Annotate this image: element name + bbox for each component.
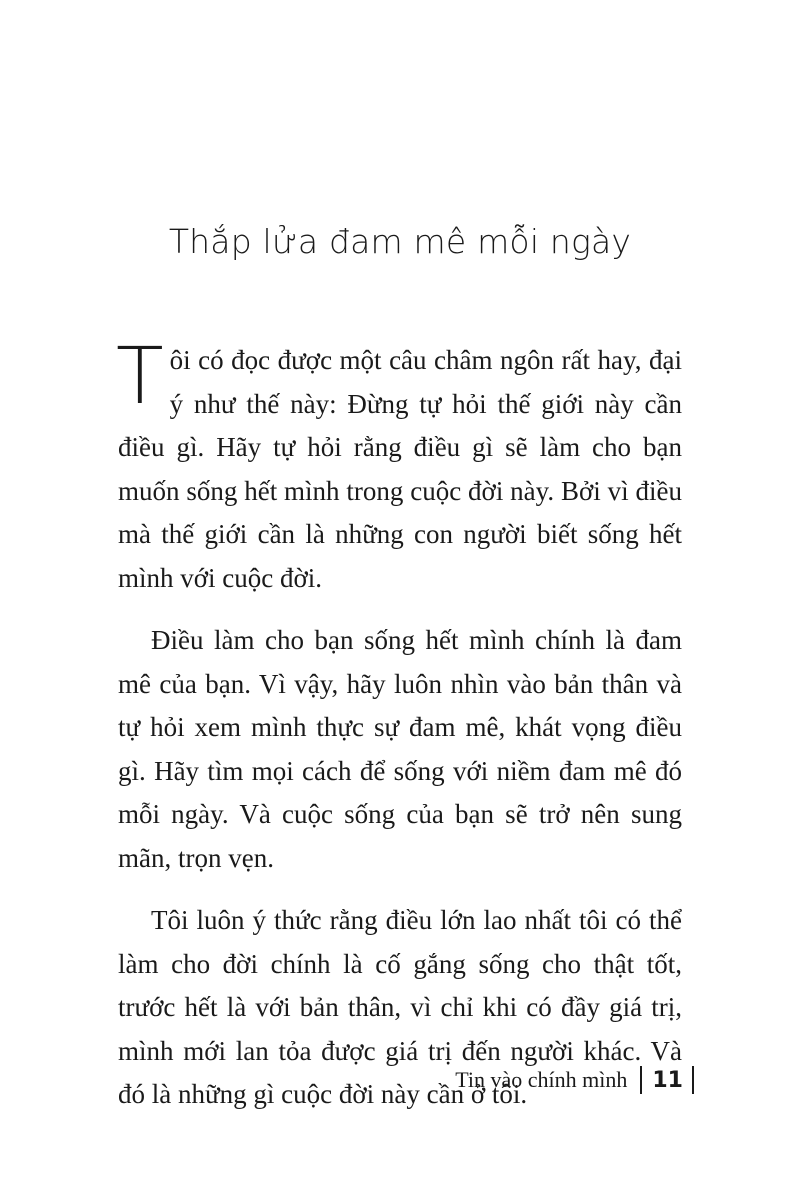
page-number: 11 xyxy=(652,1067,683,1093)
book-title: Tin vào chính mình xyxy=(455,1067,628,1092)
paragraph-1-text: ôi có đọc được một câu châm ngôn rất hay, đại ý như thế này: Đừng tự hỏi thế giới này cần điều gì. Hãy tự hỏi rằng điều gì sẽ làm cho bạn muốn sống hết mình trong cuộc đời này. Bởi vì điều mà thế giới cần là những con người biết sống hết mình với cuộc đời. xyxy=(118,345,682,593)
paragraph-3: Tôi luôn ý thức rằng điều lớn lao nhất tôi có thể làm cho đời chính là cố gắng sống cho thật tốt, trước hết là với bản thân, vì chỉ khi có đầy giá trị, mình mới lan tỏa được giá trị đến người khác. Và đó là những gì cuộc đời này cần ở tôi. xyxy=(118,905,682,1109)
separator-bar xyxy=(640,1066,642,1094)
drop-cap: T xyxy=(116,332,164,422)
chapter-title: Thắp lửa đam mê mỗi ngày xyxy=(168,222,632,261)
running-footer xyxy=(455,1066,694,1094)
separator-bar xyxy=(692,1066,694,1094)
paragraph-1 xyxy=(116,332,682,600)
body-text xyxy=(116,332,682,1117)
paragraph-2: Điều làm cho bạn sống hết mình chính là đam mê của bạn. Vì vậy, hãy luôn nhìn vào bản thân và tự hỏi xem mình thực sự đam mê, khát vọng điều gì. Hãy tìm mọi cách để sống với niềm đam mê đó mỗi ngày. Và cuộc sống của bạn sẽ trở nên sung mãn, trọn vẹn. xyxy=(118,625,682,873)
